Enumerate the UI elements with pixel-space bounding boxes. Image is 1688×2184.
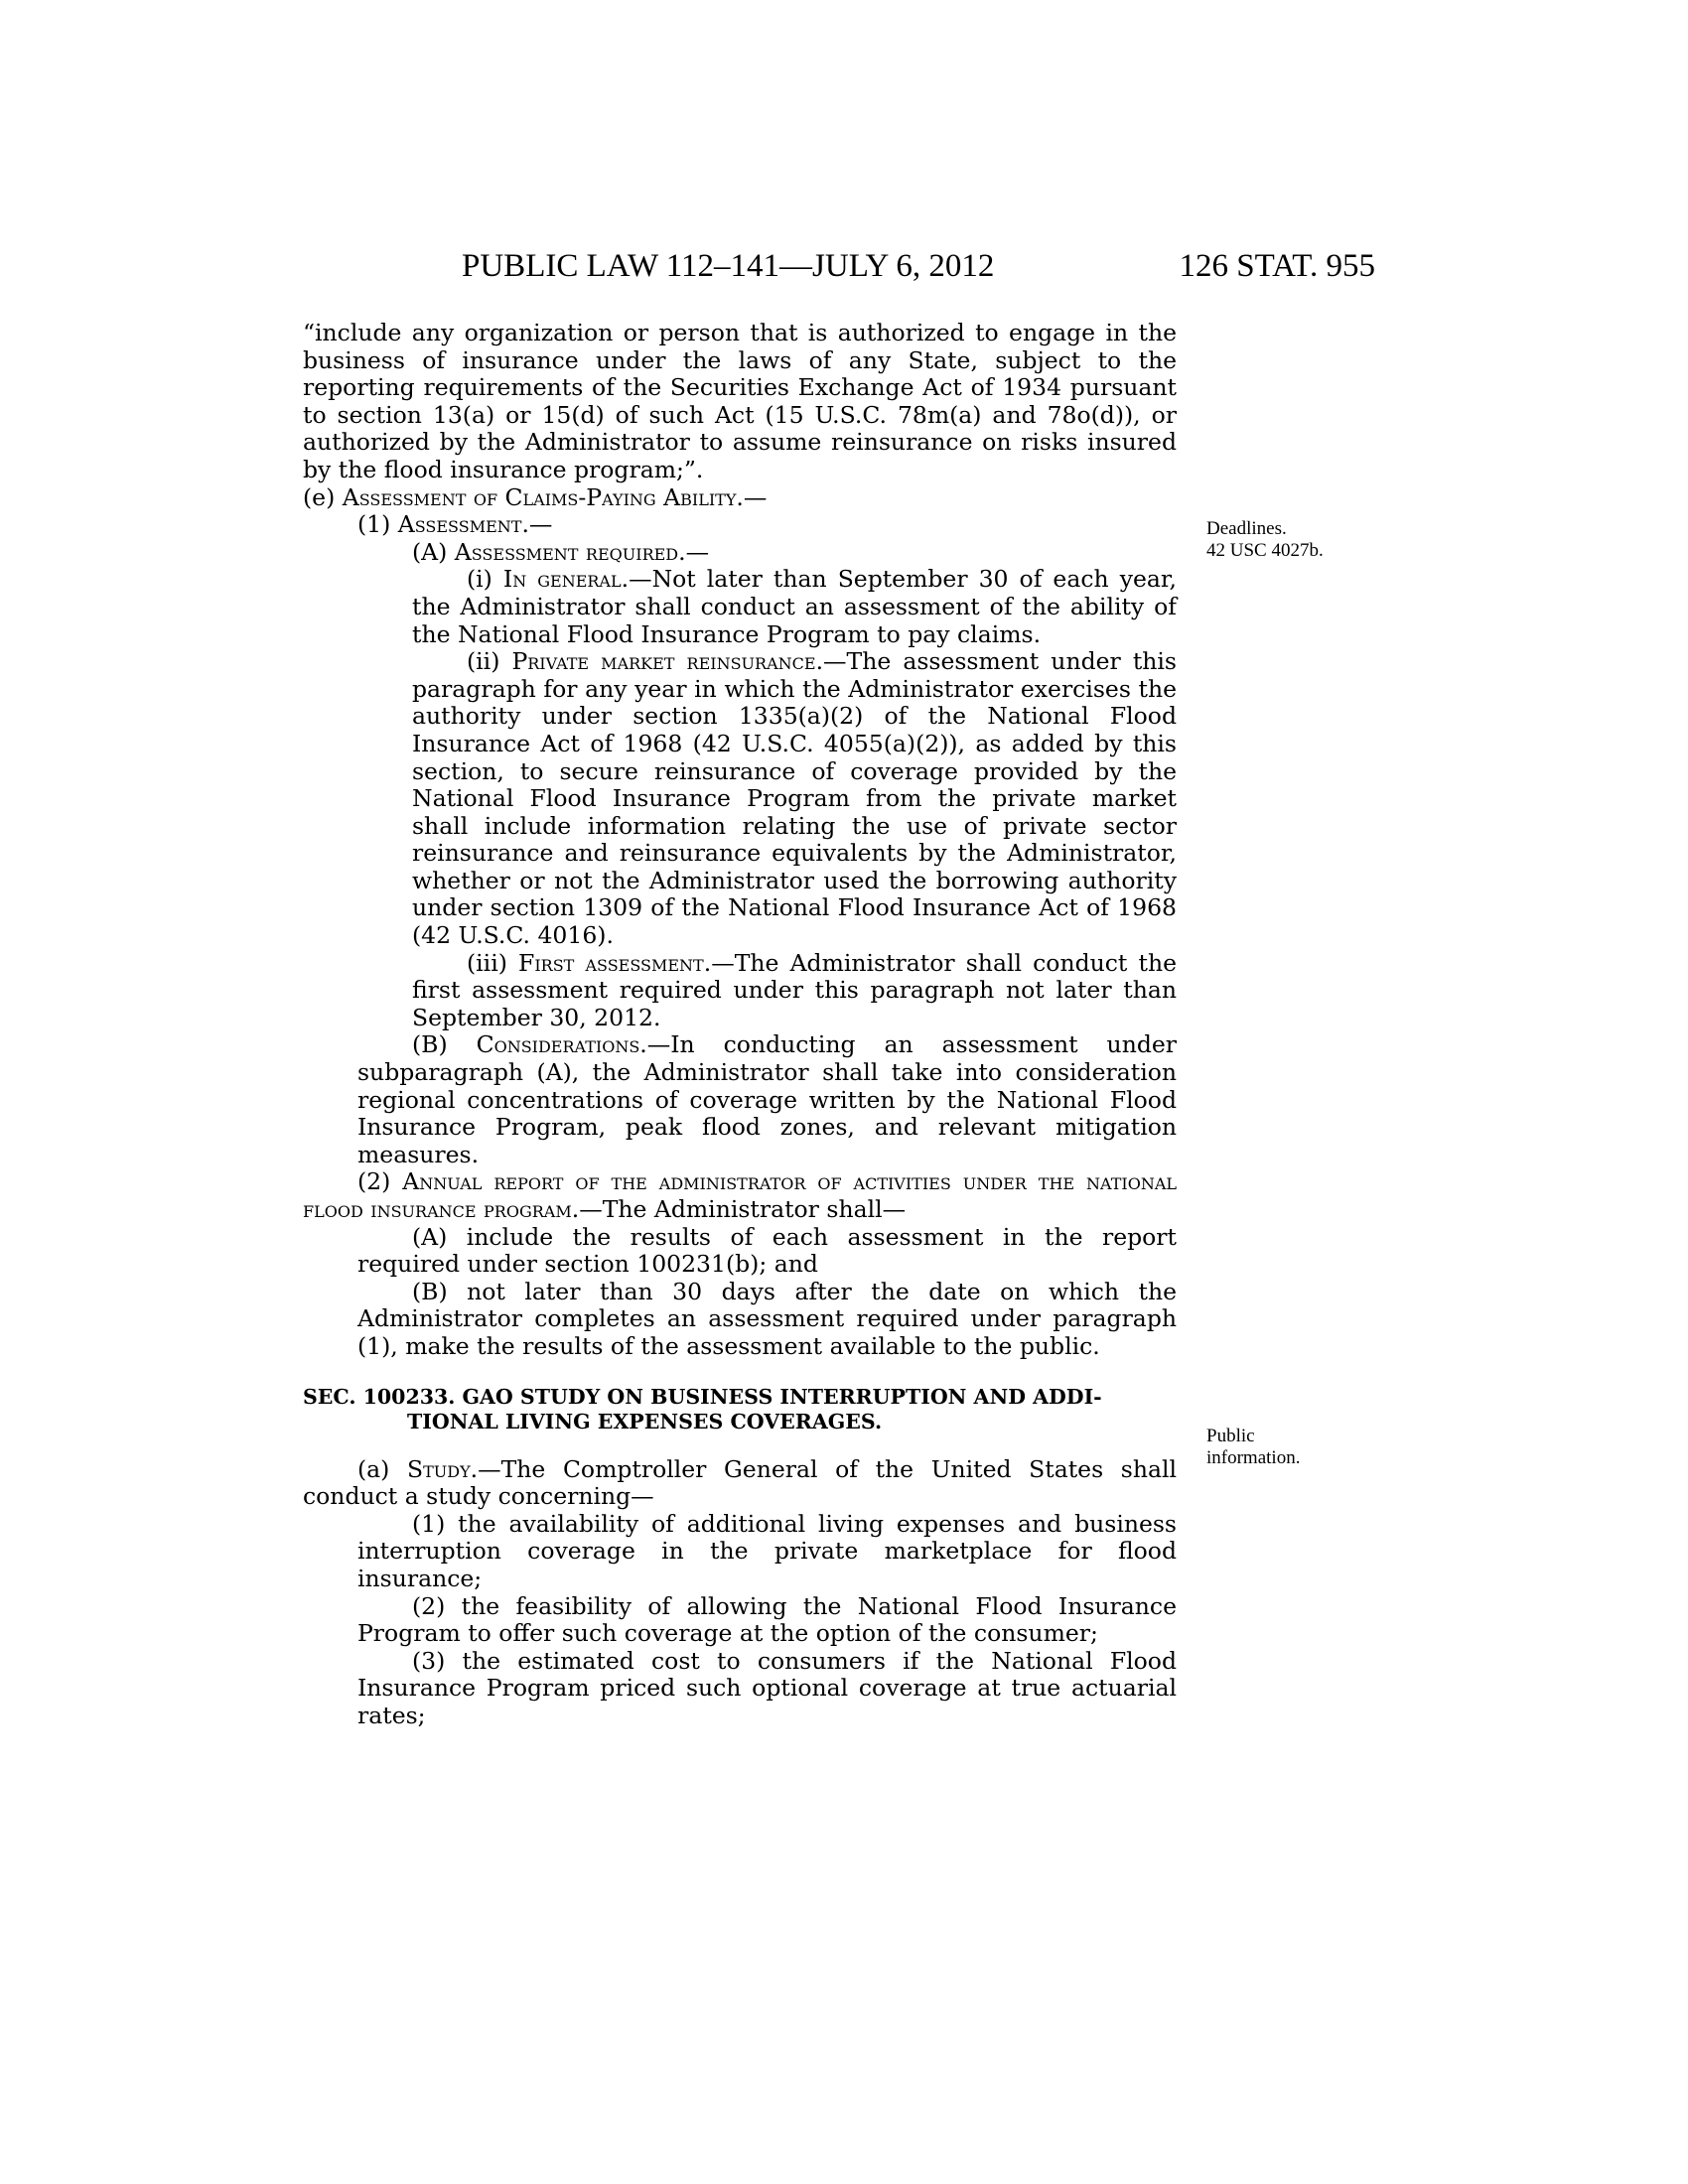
- margin-note-line: Deadlines.: [1206, 518, 1287, 539]
- subsection-a: (a) Study.—The Comptroller General of the United States shall conduct a study concerning—: [303, 1454, 1178, 1511]
- paragraph-2: (2) Annual report of the administrator of activities under the national flood insurance program.—The Administrator shall—: [303, 1167, 1177, 1223]
- subparagraph-B-block: [303, 1031, 1177, 1168]
- subsection-e-heading: (e) Assessment of Claims-Paying Ability.—: [303, 482, 768, 511]
- subparagraph-B: (B) Considerations.—In conducting an assessment under subparagraph (A), the Administrator shall take into consideration regional concentrations of coverage written by the National Flood Insurance Program, peak flood zones, and relevant mitigation measures.: [357, 1030, 1178, 1168]
- margin-note-line: information.: [1206, 1447, 1301, 1468]
- margin-note-deadlines: [1206, 518, 1324, 562]
- margin-note-line: Public: [1206, 1426, 1255, 1446]
- section-heading-line2: TIONAL LIVING EXPENSES COVERAGES.: [407, 1409, 883, 1433]
- document-body: [303, 320, 1177, 1730]
- clause-i: (i) In general.—Not later than September 30 of each year, the Administrator shall conduct an assessment of the ability of the National Flood Insurance Program to pay claims.: [412, 565, 1178, 648]
- paragraph-a1: (1) the availability of additional living expenses and business interruption coverage in the private marketplace for flood insurance;: [357, 1509, 1177, 1592]
- page-number: 126 STAT. 955: [1179, 248, 1375, 284]
- subsection-a-items: [303, 1511, 1177, 1730]
- subparagraph-eA-heading: (A) Assessment required.—: [412, 537, 710, 566]
- header-title: PUBLIC LAW 112–141—JULY 6, 2012: [462, 248, 995, 284]
- running-header: [303, 248, 1375, 288]
- clause-iii: (iii) First assessment.—The Administrator shall conduct the first assessment required under this paragraph not later than September 30, 2012.: [412, 948, 1177, 1031]
- paragraph-a3: (3) the estimated cost to consumers if the National Flood Insurance Program priced such optional coverage at true actuarial rates;: [357, 1646, 1177, 1729]
- margin-note-public-information: [1206, 1426, 1300, 1469]
- clauses-block: [303, 566, 1177, 1031]
- clause-ii: (ii) Private market reinsurance.—The assessment under this paragraph for any year in which the Administrator exercises the authority under section 1335(a)(2) of the National Flood Insurance Act of 1968 (42 U.S.C. 4055(a)(2)), as added by this section, to secure reinsurance of coverage provided by the National Flood Insurance Program from the private market shall include information relating the use of private sector reinsurance and reinsurance equivalents by the Administrator, whether or not the Administrator used the borrowing authority under section 1309 of the National Flood Insurance Act of 1968 (42 U.S.C. 4016).: [412, 647, 1177, 950]
- paragraph-2B: (B) not later than 30 days after the date on which the Administrator completes an assessment required under paragraph (1), make the results of the assessment available to the public.: [357, 1277, 1177, 1360]
- section-heading: [303, 1385, 1177, 1434]
- paragraph-2A: (A) include the results of each assessment in the report required under section 100231(b); and: [357, 1222, 1177, 1279]
- paragraph-2-items: [303, 1224, 1177, 1361]
- paragraph-a2: (2) the feasibility of allowing the National Flood Insurance Program to offer such coverage at the option of the consumer;: [357, 1591, 1177, 1648]
- paragraph-e1-heading: (1) Assessment.—: [357, 510, 553, 539]
- margin-note-line: 42 USC 4027b.: [1206, 540, 1324, 561]
- paragraph-continuation: “include any organization or person that is authorized to engage in the business of insurance under the laws of any State, subject to the reporting requirements of the Securities Exchange Act of 1934 pursuant to section 13(a) or 15(d) of such Act (15 U.S.C. 78m(a) and 78o(d)), or authorized by the Administrator to assume reinsurance on risks insured by the flood insurance program;”.: [303, 319, 1177, 483]
- section-heading-line1: SEC. 100233. GAO STUDY ON BUSINESS INTERRUPTION AND ADDI-: [303, 1384, 1102, 1409]
